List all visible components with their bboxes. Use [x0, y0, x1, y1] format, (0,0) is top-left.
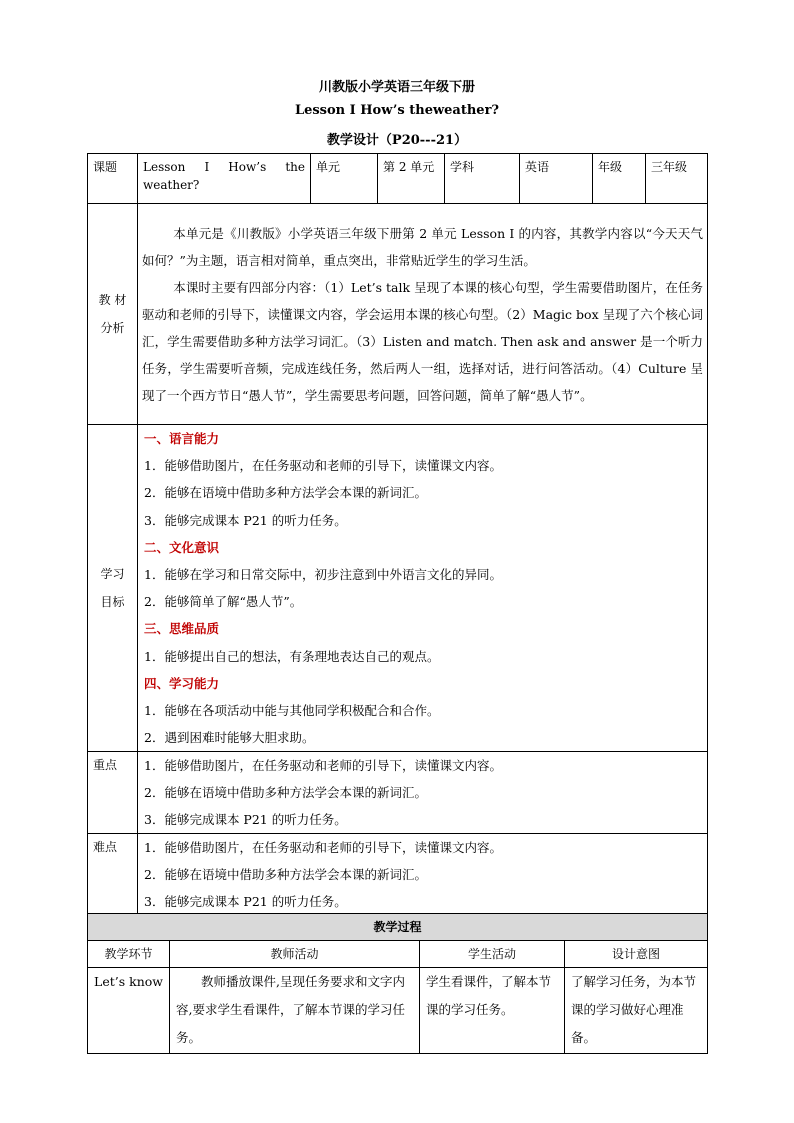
grade-value: 三年级: [646, 154, 708, 204]
objectives-label-b: 目标: [100, 595, 125, 610]
difficult-point-item: 3．能够完成课本 P21 的听力任务。: [144, 894, 347, 910]
lesson-info-table: [87, 153, 708, 916]
teacher-activity-cell: 教师播放课件,呈现任务要求和文字内容,要求学生看课件，了解本节课的学习任务。: [170, 968, 420, 1054]
objective-item: 1．能够提出自己的想法，有条理地表达自己的观点。: [144, 648, 440, 664]
difficult-points-content: [138, 834, 708, 916]
objective-item: 1．能够在学习和日常交际中，初步注意到中外语言文化的异同。: [144, 567, 502, 583]
objective-item: 2．遇到困难时能够大胆求助。: [144, 730, 315, 746]
analysis-label: [88, 204, 138, 425]
process-title: 教学过程: [88, 914, 708, 941]
objectives-content: [138, 425, 708, 752]
section-heading-thinking: 三、思维品质: [144, 621, 220, 637]
analysis-label-b: 分析: [100, 321, 125, 335]
topic-value: [138, 154, 311, 204]
design-intent-cell: 了解学习任务，为本节课的学习做好心理准备。: [565, 968, 708, 1054]
difficult-point-item: 1．能够借助图片，在任务驱动和老师的引导下，读懂课文内容。: [144, 840, 502, 856]
process-table: [87, 913, 708, 1054]
objective-item: 2．能够简单了解“愚人节”。: [144, 594, 303, 610]
doc-title: 川教版小学英语三年级下册: [318, 80, 475, 95]
stage-cell: Let’s know: [88, 968, 170, 1054]
lesson-title: Lesson I How’s theweather?: [294, 103, 500, 118]
analysis-label-a: 教 材: [98, 293, 127, 307]
analysis-para-1: 本单元是《川教版》小学英语三年级下册第 2 单元 Lesson I 的内容，其教学内容以“今天天气如何？”为主题，语言相对简单，重点突出，非常贴近学生的学习生活。: [142, 225, 703, 268]
objectives-label: [88, 425, 138, 752]
objective-item: 1．能够在各项活动中能与其他同学积极配合和合作。: [144, 703, 440, 719]
topic-value-line1: Lesson I How’s the: [143, 160, 305, 174]
objective-item: 3．能够完成课本 P21 的听力任务。: [144, 512, 347, 528]
topic-label: 课题: [88, 154, 138, 204]
section-heading-language: 一、语言能力: [144, 431, 220, 446]
key-point-item: 2．能够在语境中借助多种方法学会本课的新词汇。: [144, 785, 427, 801]
objective-item: 2．能够在语境中借助多种方法学会本课的新词汇。: [144, 485, 427, 501]
student-activity-cell: 学生看课件，了解本节课的学习任务。: [420, 968, 565, 1054]
subject-value: 英语: [520, 154, 593, 204]
objectives-label-a: 学习: [100, 567, 125, 582]
header-stage: 教学环节: [88, 941, 170, 968]
key-points-label: 重点: [88, 752, 138, 834]
key-points-content: [138, 752, 708, 834]
design-title: 教学设计（P20---21）: [326, 133, 468, 148]
analysis-content: [138, 204, 708, 425]
header-student: 学生活动: [420, 941, 565, 968]
header-teacher: 教师活动: [170, 941, 420, 968]
difficult-point-item: 2．能够在语境中借助多种方法学会本课的新词汇。: [144, 867, 427, 883]
process-row: [88, 968, 708, 1054]
topic-value-line2: weather?: [143, 178, 200, 192]
section-heading-culture: 二、文化意识: [144, 539, 220, 555]
header-intent: 设计意图: [565, 941, 708, 968]
difficult-points-label: 难点: [88, 834, 138, 916]
subject-label: 学科: [445, 154, 520, 204]
unit-value: 第 2 单元: [378, 154, 445, 204]
key-point-item: 1．能够借助图片，在任务驱动和老师的引导下，读懂课文内容。: [144, 758, 502, 774]
grade-label: 年级: [593, 154, 646, 204]
analysis-para-2: 本课时主要有四部分内容：（1）Let’s talk 呈现了本课的核心句型，学生需要借助图片，在任务驱动和老师的引导下，读懂课文内容，学会运用本课的核心句型。（2）Magic box 呈现了六个核心词汇，学生需要借助多种方法学习词汇。（3）Listen and match. Then ask and answer 是一个听力任务，学生需要听音频，完成连线任务，然后两人一组，选择对话，进行问答活动。（4）Culture 呈现了一个西方节日“愚人节”，学生需要思考问题，回答问题，简单了解“愚人节”。: [142, 279, 703, 403]
key-point-item: 3．能够完成课本 P21 的听力任务。: [144, 812, 347, 828]
objective-item: 1．能够借助图片，在任务驱动和老师的引导下，读懂课文内容。: [144, 458, 502, 474]
unit-label: 单元: [311, 154, 378, 204]
section-heading-learning: 四、学习能力: [144, 675, 220, 691]
